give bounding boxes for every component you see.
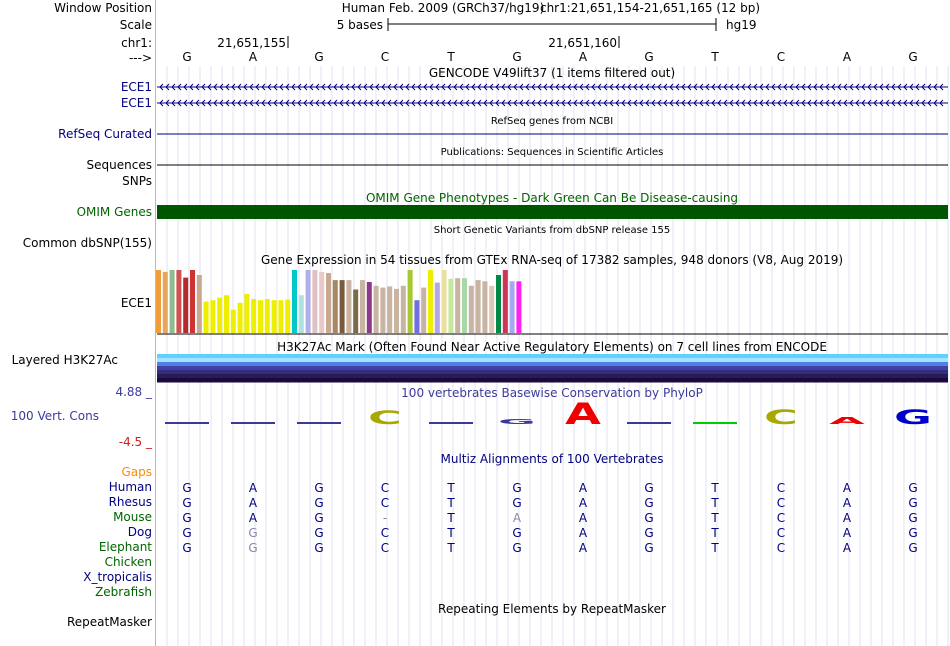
- h3k27ac-signal-layers[interactable]: [157, 354, 948, 383]
- alignment-base: G: [512, 496, 522, 510]
- gtex-tissue-bar[interactable]: [414, 300, 419, 333]
- gtex-tissue-bar[interactable]: [510, 281, 515, 333]
- gtex-tissue-bar[interactable]: [428, 270, 433, 333]
- species-label-rhesus[interactable]: Rhesus: [108, 495, 152, 509]
- conservation-bar: [627, 422, 671, 424]
- alignment-base: A: [842, 526, 852, 540]
- alignment-base: G: [644, 541, 654, 555]
- phylop-conservation-logo[interactable]: [165, 397, 932, 431]
- gtex-tissue-bar[interactable]: [326, 273, 331, 333]
- alignment-base: A: [248, 481, 258, 495]
- reference-bases-row: [182, 50, 917, 64]
- omim-track-title: OMIM Gene Phenotypes - Dark Green Can Be Disease-causing: [365, 191, 739, 205]
- gtex-tissue-bar[interactable]: [285, 300, 290, 333]
- conservation-bar: [231, 422, 275, 424]
- gtex-tissue-bar[interactable]: [462, 278, 467, 333]
- gtex-tissue-bar[interactable]: [163, 272, 168, 333]
- alignment-base: C: [776, 496, 786, 510]
- alignment-base: G: [182, 541, 192, 555]
- gtex-tissue-bar[interactable]: [380, 288, 385, 333]
- alignment-base: A: [842, 481, 852, 495]
- gtex-track-title: Gene Expression in 54 tissues from GTEx RNA-seq of 17382 samples, 948 donors (V8, Aug 2019): [260, 253, 844, 267]
- reference-base: T: [447, 50, 455, 64]
- alignment-base: G: [644, 511, 654, 525]
- gtex-tissue-bar[interactable]: [204, 302, 209, 334]
- alignment-base: G: [644, 481, 654, 495]
- track-label-ece1-transcript-2[interactable]: ECE1: [120, 96, 152, 110]
- gtex-tissue-bar[interactable]: [435, 283, 440, 333]
- alignment-base: A: [842, 511, 852, 525]
- alignment-base: G: [314, 541, 324, 555]
- chromosome-label: chr1:: [121, 36, 152, 50]
- conservation-bar: [429, 422, 473, 424]
- alignment-base: T: [711, 511, 719, 525]
- h3k27ac-cell-line-layer[interactable]: [157, 378, 948, 383]
- multiz-track-title: Multiz Alignments of 100 Vertebrates: [440, 452, 664, 466]
- h3k27ac-cell-line-layer[interactable]: [157, 354, 948, 359]
- track-label-omim[interactable]: OMIM Genes: [76, 205, 152, 219]
- gtex-tissue-bar[interactable]: [176, 270, 181, 333]
- conservation-base-glyph: G: [498, 417, 536, 426]
- refseq-track-title: RefSeq genes from NCBI: [490, 116, 614, 127]
- gtex-tissue-bar[interactable]: [503, 270, 508, 333]
- alignment-base: C: [380, 541, 390, 555]
- gtex-tissue-bar[interactable]: [353, 290, 358, 334]
- repeatmasker-track-title: Repeating Elements by RepeatMasker: [438, 602, 666, 616]
- alignment-base: G: [314, 526, 324, 540]
- conservation-bar: [297, 422, 341, 424]
- track-label-snps[interactable]: SNPs: [122, 174, 152, 188]
- gtex-tissue-bar[interactable]: [217, 298, 222, 333]
- alignment-base: G: [908, 496, 918, 510]
- gtex-tissue-bar[interactable]: [421, 288, 426, 333]
- omim-gene-feature[interactable]: [157, 205, 948, 219]
- gtex-tissue-bar[interactable]: [265, 299, 270, 333]
- species-label-elephant[interactable]: Elephant: [98, 540, 152, 554]
- gtex-tissue-bar[interactable]: [292, 270, 297, 333]
- alignment-base: G: [182, 526, 192, 540]
- alignment-base: A: [248, 496, 258, 510]
- gtex-tissue-bar[interactable]: [489, 286, 494, 333]
- phylop-track-title: 100 vertebrates Basewise Conservation by PhyloP: [401, 386, 703, 400]
- alignment-base: C: [776, 481, 786, 495]
- ece1-transcript-1-feature[interactable]: [157, 84, 948, 90]
- alignment-base: G: [644, 526, 654, 540]
- alignment-base: T: [447, 481, 455, 495]
- gtex-tissue-bar[interactable]: [496, 275, 501, 333]
- alignment-base: T: [447, 496, 455, 510]
- conservation-base-glyph: A: [565, 397, 601, 432]
- scale-label: Scale: [119, 18, 152, 32]
- gtex-tissue-bar[interactable]: [469, 286, 474, 333]
- conservation-max-label: 4.88 _: [115, 385, 152, 399]
- scale-bar-text: 5 bases: [336, 18, 383, 32]
- alignment-base: T: [711, 481, 719, 495]
- gtex-tissue-bar[interactable]: [258, 300, 263, 333]
- alignment-base: A: [578, 496, 588, 510]
- reference-base: G: [512, 50, 522, 64]
- strand-arrow-label: --->: [128, 51, 152, 65]
- alignment-base: A: [578, 526, 588, 540]
- alignment-base: C: [776, 541, 786, 555]
- conservation-bar: [693, 422, 737, 424]
- gtex-tissue-bar[interactable]: [319, 272, 324, 333]
- alignment-base: G: [182, 481, 192, 495]
- position-range: chr1:21,651,154-21,651,165 (12 bp): [539, 1, 761, 15]
- gtex-tissue-bar[interactable]: [197, 275, 202, 333]
- gtex-tissue-bar[interactable]: [367, 282, 372, 333]
- h3k27ac-cell-line-layer[interactable]: [157, 374, 948, 379]
- h3k27ac-cell-line-layer[interactable]: [157, 362, 948, 367]
- alignment-base: G: [908, 541, 918, 555]
- coordinate-tick-label-1: 21,651,155: [217, 36, 286, 50]
- gtex-tissue-bar[interactable]: [394, 289, 399, 333]
- conservation-base-glyph: G: [894, 406, 932, 430]
- h3k27ac-cell-line-layer[interactable]: [157, 358, 948, 363]
- alignment-base: T: [447, 511, 455, 525]
- h3k27ac-cell-line-layer[interactable]: [157, 370, 948, 375]
- gtex-tissue-bar[interactable]: [516, 281, 521, 333]
- reference-base: T: [711, 50, 719, 64]
- alignment-base: G: [908, 481, 918, 495]
- alignment-base: -: [382, 511, 388, 525]
- gtex-tissue-bar[interactable]: [306, 270, 311, 333]
- track-label-ece1-transcript-1[interactable]: ECE1: [120, 80, 152, 94]
- gtex-tissue-bar[interactable]: [170, 270, 175, 333]
- gtex-tissue-bar[interactable]: [401, 286, 406, 333]
- multiz-alignment-block[interactable]: [182, 481, 917, 555]
- alignment-base: T: [711, 526, 719, 540]
- reference-base: G: [644, 50, 654, 64]
- alignment-base: G: [512, 526, 522, 540]
- track-label-gaps[interactable]: Gaps: [121, 465, 152, 479]
- gtex-tissue-bar[interactable]: [333, 280, 338, 333]
- gtex-tissue-bar[interactable]: [238, 303, 243, 333]
- gencode-track-title: GENCODE V49lift37 (1 items filtered out): [428, 66, 676, 80]
- species-label-mouse[interactable]: Mouse: [113, 510, 152, 524]
- alignment-base: G: [908, 526, 918, 540]
- alignment-base: A: [842, 496, 852, 510]
- reference-base: A: [248, 50, 258, 64]
- gtex-tissue-bar[interactable]: [374, 286, 379, 333]
- conservation-base-glyph: A: [829, 414, 865, 427]
- track-label-h3k27ac[interactable]: Layered H3K27Ac: [11, 353, 118, 367]
- ece1-transcript-2-feature[interactable]: [157, 100, 948, 106]
- alignment-base: G: [314, 481, 324, 495]
- alignment-base: G: [314, 496, 324, 510]
- reference-base: C: [776, 50, 786, 64]
- dbsnp-track-title: Short Genetic Variants from dbSNP release 155: [433, 225, 671, 236]
- alignment-base: T: [447, 541, 455, 555]
- alignment-base: G: [512, 541, 522, 555]
- alignment-base: G: [248, 541, 258, 555]
- conservation-min-label: -4.5 _: [118, 435, 152, 449]
- conservation-base-glyph: C: [368, 407, 402, 429]
- gtex-tissue-bar[interactable]: [455, 278, 460, 333]
- alignment-base: A: [512, 511, 522, 525]
- gtex-tissue-bar[interactable]: [476, 280, 481, 333]
- conservation-bar: [165, 422, 209, 424]
- reference-base: A: [578, 50, 588, 64]
- track-label-gtex-ece1[interactable]: ECE1: [120, 296, 152, 310]
- gtex-tissue-bar[interactable]: [272, 300, 277, 333]
- alignment-base: G: [182, 496, 192, 510]
- reference-base: G: [908, 50, 918, 64]
- gtex-tissue-bar[interactable]: [408, 270, 413, 333]
- track-label-common-dbsnp[interactable]: Common dbSNP(155): [22, 236, 152, 250]
- track-label-sequences[interactable]: Sequences: [86, 158, 152, 172]
- track-label-repeatmasker[interactable]: RepeatMasker: [66, 615, 152, 629]
- alignment-base: G: [908, 511, 918, 525]
- alignment-base: A: [248, 511, 258, 525]
- gtex-tissue-bar[interactable]: [299, 295, 304, 333]
- alignment-base: C: [380, 496, 390, 510]
- alignment-base: G: [182, 511, 192, 525]
- species-label-zebrafish[interactable]: Zebrafish: [95, 585, 152, 599]
- gtex-tissue-bar[interactable]: [312, 270, 317, 333]
- gtex-tissue-bar[interactable]: [346, 280, 351, 333]
- alignment-base: G: [248, 526, 258, 540]
- coordinate-tick-label-2: 21,651,160: [548, 36, 617, 50]
- h3k27ac-track-title: H3K27Ac Mark (Often Found Near Active Regulatory Elements) on 7 cell lines from ENCODE: [277, 340, 827, 354]
- alignment-base: A: [578, 481, 588, 495]
- gtex-tissue-bar[interactable]: [231, 310, 236, 333]
- alignment-base: T: [711, 541, 719, 555]
- alignment-base: C: [776, 526, 786, 540]
- track-label-conservation[interactable]: 100 Vert. Cons: [10, 409, 99, 423]
- species-label-dog[interactable]: Dog: [127, 525, 152, 539]
- alignment-base: T: [447, 526, 455, 540]
- gtex-tissue-bar[interactable]: [224, 295, 229, 333]
- alignment-base: G: [314, 511, 324, 525]
- species-label-x-tropicalis[interactable]: X_tropicalis: [83, 570, 152, 584]
- species-label-human[interactable]: Human: [108, 480, 152, 494]
- gtex-tissue-bar[interactable]: [387, 286, 392, 333]
- alignment-base: C: [380, 481, 390, 495]
- gtex-tissue-bar[interactable]: [278, 300, 283, 333]
- assembly-title: Human Feb. 2009 (GRCh37/hg19): [341, 1, 545, 15]
- gtex-tissue-bar[interactable]: [442, 270, 447, 333]
- gtex-tissue-bar[interactable]: [251, 299, 256, 333]
- gtex-tissue-bar[interactable]: [183, 278, 188, 333]
- gtex-tissue-bar[interactable]: [190, 270, 195, 333]
- alignment-base: G: [512, 481, 522, 495]
- track-label-refseq[interactable]: RefSeq Curated: [58, 127, 152, 141]
- alignment-base: A: [578, 541, 588, 555]
- gtex-tissue-bar[interactable]: [360, 280, 365, 333]
- alignment-base: A: [578, 511, 588, 525]
- gtex-tissue-bar[interactable]: [448, 279, 453, 333]
- publications-track-title: Publications: Sequences in Scientific Articles: [440, 147, 664, 158]
- reference-base: C: [380, 50, 390, 64]
- alignment-base: C: [380, 526, 390, 540]
- gtex-tissue-bar[interactable]: [244, 294, 249, 333]
- alignment-base: T: [711, 496, 719, 510]
- gtex-tissue-bar[interactable]: [482, 281, 487, 333]
- gtex-tissue-bar[interactable]: [340, 280, 345, 333]
- assembly-db-name: hg19: [726, 18, 757, 32]
- h3k27ac-cell-line-layer[interactable]: [157, 366, 948, 371]
- window-position-label: Window Position: [54, 1, 152, 15]
- reference-base: A: [842, 50, 852, 64]
- gtex-tissue-bar[interactable]: [156, 270, 161, 333]
- conservation-base-glyph: C: [764, 406, 798, 430]
- species-label-chicken[interactable]: Chicken: [104, 555, 152, 569]
- reference-base: G: [182, 50, 192, 64]
- gtex-tissue-bar[interactable]: [210, 300, 215, 333]
- alignment-base: A: [842, 541, 852, 555]
- reference-base: G: [314, 50, 324, 64]
- alignment-base: G: [644, 496, 654, 510]
- alignment-base: C: [776, 511, 786, 525]
